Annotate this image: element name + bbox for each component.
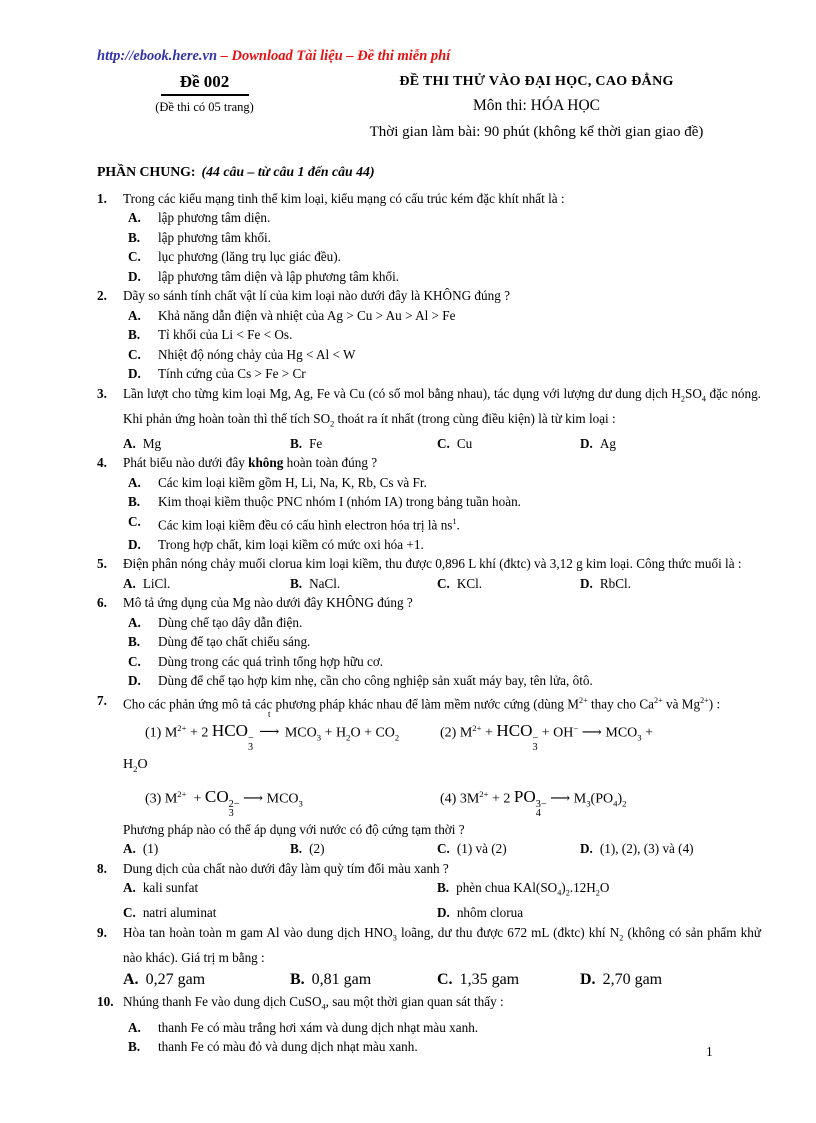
option-item xyxy=(290,574,437,594)
option-text: Tỉ khối của Li < Fe < Os. xyxy=(158,327,293,342)
option-text: Khả năng dẫn điện và nhiệt của Ag > Cu > Au > Al > Fe xyxy=(158,307,456,323)
option-item xyxy=(123,364,761,384)
section-label: PHẦN CHUNG: xyxy=(97,164,196,179)
option-text: lập phương tâm diện. xyxy=(158,210,271,225)
option-text: thanh Fe có màu trắng hơi xám và dung dịch nhạt màu xanh. xyxy=(158,1019,479,1035)
option-label: A. xyxy=(128,1019,141,1035)
equation-row xyxy=(123,781,761,819)
option-item xyxy=(123,535,761,555)
question-text: Lần lượt cho từng kim loại Mg, Ag, Fe và Cu (có số mol bằng nhau), tác dụng với lượng dư dung dịch $H_2SO_4$ đặc nóng. Khi phản ứng hoàn toàn thì thể tích $SO_2$ thoát ra ít nhất (trong cùng điều kiện) là từ kim loại : xyxy=(123,385,761,429)
option-item xyxy=(123,671,761,691)
option-label: C. xyxy=(128,346,141,362)
question-body xyxy=(123,453,761,554)
ebook-url-link[interactable]: http://ebook.here.vn xyxy=(97,48,218,64)
option-label: B. xyxy=(290,971,305,989)
question-body xyxy=(123,189,761,287)
option-label: A. xyxy=(128,474,141,490)
option-text: nhôm clorua xyxy=(456,905,524,921)
option-item xyxy=(123,345,761,365)
exam-title: ĐỀ THI THỬ VÀO ĐẠI HỌC, CAO ĐẲNG xyxy=(399,74,674,89)
option-label: C. xyxy=(437,435,450,451)
option-item xyxy=(123,878,437,903)
question-body xyxy=(123,923,761,993)
equation: (3) $M^{2+}$ + CO 2− 3 ⟶ $MCO_3$ xyxy=(145,787,303,819)
header-link-suffix: – Download Tài liệu – Đề thi miễn phí xyxy=(217,48,451,64)
option-item xyxy=(123,492,761,512)
exam-note: (Đề thi có 05 trang) xyxy=(155,100,254,114)
option-label: C. xyxy=(437,841,450,857)
option-text: (2) xyxy=(309,841,325,857)
question-body xyxy=(123,384,761,454)
equation-row xyxy=(123,709,761,754)
option-label: B. xyxy=(290,841,303,857)
exam-header xyxy=(97,71,761,145)
option-text: Trong hợp chất, kim loại kiềm có mức oxi hóa +1. xyxy=(158,536,424,552)
option-label: A. xyxy=(123,435,136,451)
option-label: D. xyxy=(580,971,596,989)
option-label: C. xyxy=(123,905,136,921)
question-list xyxy=(97,189,761,1057)
question-body xyxy=(123,859,761,923)
option-text: thanh Fe có màu đỏ và dung dịch nhạt màu xanh. xyxy=(158,1039,418,1055)
header-link-line xyxy=(97,46,761,66)
option-item xyxy=(290,434,437,454)
option-item xyxy=(123,574,290,594)
question-body xyxy=(123,286,761,384)
option-label: A. xyxy=(123,575,136,591)
question-number: 8. xyxy=(97,860,107,876)
option-item xyxy=(580,434,761,454)
option-text: lập phương tâm diện và lập phương tâm khối. xyxy=(158,268,400,284)
question-text: Phương pháp nào có thể áp dụng với nước có độ cứng tạm thời ? xyxy=(123,821,465,837)
option-text: Các kim loại kiềm gồm H, Li, Na, K, Rb, Cs và Fr. xyxy=(158,474,427,490)
question-body xyxy=(123,992,761,1056)
option-text: (1) xyxy=(142,841,159,857)
option-text: LiCl. xyxy=(142,575,171,591)
question-text: Điện phân nóng chảy muối clorua kim loại kiềm, thu được 0,896 L khí (đktc) và 3,12 g kim loại. Công thức muối là : xyxy=(123,556,742,572)
option-label: A. xyxy=(123,971,139,989)
question-item xyxy=(97,384,761,454)
option-label: B. xyxy=(290,435,303,451)
question-item xyxy=(97,189,761,287)
page-number: 1 xyxy=(706,1044,713,1059)
option-label: D. xyxy=(128,268,141,284)
option-item xyxy=(437,903,761,923)
option-item xyxy=(123,967,290,992)
option-item xyxy=(123,434,290,454)
option-label: B. xyxy=(128,1039,141,1055)
option-label: B. xyxy=(128,229,141,245)
option-label: D. xyxy=(580,841,593,857)
option-text: Cu xyxy=(456,435,473,451)
option-item xyxy=(123,267,761,287)
option-label: A. xyxy=(128,307,141,323)
option-label: C. xyxy=(128,653,141,669)
question-item xyxy=(97,992,761,1056)
option-label: D. xyxy=(128,673,141,689)
question-number: 9. xyxy=(97,924,107,940)
question-number: 7. xyxy=(97,692,107,708)
option-item xyxy=(437,967,580,992)
option-item xyxy=(123,652,761,672)
option-label: D. xyxy=(437,905,450,921)
option-text: Tính cứng của Cs > Fe > Cr xyxy=(158,366,306,381)
option-item xyxy=(123,228,761,248)
question-text: Nhúng thanh Fe vào dung dịch CuSO$_4$, sau một thời gian quan sát thấy : xyxy=(123,994,504,1013)
option-item xyxy=(437,434,580,454)
option-text: Nhiệt độ nóng chảy của Hg < Al < W xyxy=(158,346,356,362)
option-text: RbCl. xyxy=(599,575,631,591)
option-item xyxy=(123,1018,761,1038)
option-item xyxy=(580,839,761,859)
option-row xyxy=(123,574,761,594)
option-item xyxy=(580,574,761,594)
question-text: Hòa tan hoàn toàn m gam Al vào dung dịch $HNO_3$ loãng, dư thu được 672 mL (đktc) khí $N_2$ (không có sản phẩm khử nào khác). Giá trị m bằng : xyxy=(123,924,761,965)
question-number: 5. xyxy=(97,556,107,572)
option-label: C. xyxy=(437,575,450,591)
option-label: A. xyxy=(128,614,141,630)
option-label: A. xyxy=(123,841,136,857)
option-item xyxy=(123,903,437,923)
option-text: 0,81 gam xyxy=(311,971,372,989)
equation: (4) $3M^{2+} + 2$ PO 3− 4 ⟶ $M_3(PO_4)_2$ xyxy=(440,787,627,819)
option-label: B. xyxy=(290,575,303,591)
option-row xyxy=(123,967,761,992)
option-label: A. xyxy=(128,210,141,225)
option-label: C. xyxy=(128,513,141,529)
option-item xyxy=(123,512,761,535)
option-item xyxy=(437,839,580,859)
section-range: (44 câu – từ câu 1 đến câu 44) xyxy=(201,164,375,179)
option-text: Dùng để chế tạo hợp kim nhẹ, cần cho công nghiệp sản xuất máy bay, tên lửa, ôtô. xyxy=(158,673,593,689)
question-item xyxy=(97,691,761,859)
option-row xyxy=(123,878,761,923)
exam-code-underline xyxy=(161,94,249,96)
page-content xyxy=(97,46,761,1057)
question-text: Dung dịch của chất nào dưới đây làm quỳ tím đổi màu xanh ? xyxy=(123,860,449,876)
question-number: 4. xyxy=(97,455,107,471)
question-body xyxy=(123,554,761,593)
option-item xyxy=(580,967,761,992)
option-item xyxy=(123,325,761,345)
option-label: D. xyxy=(128,366,141,381)
exam-subject: Môn thi: HÓA HỌC xyxy=(472,97,601,114)
equation-row xyxy=(123,754,761,780)
question-item xyxy=(97,923,761,993)
exam-duration: Thời gian làm bài: 90 phút (không kể thời gian giao đề) xyxy=(369,124,704,140)
option-item xyxy=(123,208,761,228)
option-item xyxy=(290,839,437,859)
exam-code-block xyxy=(97,71,312,145)
option-text: NaCl. xyxy=(309,575,341,591)
option-item xyxy=(123,306,761,326)
option-item xyxy=(290,967,437,992)
option-text: lục phương (lăng trụ lục giác đều). xyxy=(158,249,341,264)
equation: (2) $M^{2+}$ + HCO − 3 + OH− ⟶ $MCO_3$ + xyxy=(440,721,654,754)
question-number: 3. xyxy=(97,385,107,401)
option-item xyxy=(437,878,761,903)
option-text: phèn chua $KAl(SO_4)_2.12H_2O$ xyxy=(456,880,610,898)
option-item xyxy=(437,574,580,594)
option-text: Fe xyxy=(309,435,323,451)
option-text: 0,27 gam xyxy=(145,971,206,989)
option-label: D. xyxy=(580,435,593,451)
option-text: KCl. xyxy=(456,575,483,591)
option-text: (1), (2), (3) và (4) xyxy=(599,841,694,857)
option-label: B. xyxy=(128,494,141,510)
option-row xyxy=(123,434,761,454)
question-text: Phát biểu nào dưới đây không hoàn toàn đúng ? xyxy=(123,455,378,471)
option-label: B. xyxy=(128,634,141,650)
exam-code: Đề 002 xyxy=(179,72,230,91)
question-text: Cho các phản ứng mô tả các phương pháp khác nhau để làm mềm nước cứng (dùng $M^{2+}$ thay cho $Ca^{2+}$ và $Mg^{2+}$) : xyxy=(123,695,721,712)
option-text: Ag xyxy=(599,435,616,451)
option-label: D. xyxy=(128,536,141,552)
question-text: Trong các kiểu mạng tinh thể kim loại, kiểu mạng có cấu trúc kém đặc khít nhất là : xyxy=(123,190,565,206)
equation: $H_2O$ xyxy=(123,756,148,774)
option-text: lập phương tâm khối. xyxy=(158,229,272,245)
option-label: C. xyxy=(128,249,141,264)
option-item xyxy=(123,473,761,493)
question-item xyxy=(97,554,761,593)
option-item xyxy=(123,613,761,633)
equation: (1) $M^{2+} + 2$ HCO − 3 t ⟶ $MCO_3 + H_2O + CO_2$ xyxy=(145,709,400,754)
option-label: A. xyxy=(123,880,136,896)
question-body xyxy=(123,593,761,691)
question-text: Dãy so sánh tính chất vật lí của kim loại nào dưới đây là KHÔNG đúng ? xyxy=(123,288,510,303)
option-text: Mg xyxy=(142,435,162,451)
option-text: Dùng trong các quá trình tổng hợp hữu cơ. xyxy=(158,653,384,669)
option-text: kali sunfat xyxy=(142,880,199,896)
option-text: 1,35 gam xyxy=(459,971,520,989)
option-text: Dùng để tạo chất chiếu sáng. xyxy=(158,634,311,650)
question-number: 6. xyxy=(97,595,107,611)
question-number: 1. xyxy=(97,190,107,206)
option-item xyxy=(123,839,290,859)
option-text: natri aluminat xyxy=(142,905,217,921)
option-item xyxy=(123,247,761,267)
question-item xyxy=(97,859,761,923)
question-body xyxy=(123,691,761,859)
question-item xyxy=(97,453,761,554)
exam-title-block xyxy=(312,71,761,145)
option-text: Kim thoại kiềm thuộc PNC nhóm I (nhóm IA) trong bảng tuần hoàn. xyxy=(158,494,521,510)
question-item xyxy=(97,286,761,384)
option-label: D. xyxy=(580,575,593,591)
question-number: 2. xyxy=(97,288,107,303)
option-text: 2,70 gam xyxy=(602,971,663,989)
option-text: Dùng chế tạo dây dẫn điện. xyxy=(158,614,303,630)
section-heading xyxy=(97,162,761,182)
option-row xyxy=(123,839,761,859)
option-label: B. xyxy=(128,327,141,342)
option-label: B. xyxy=(437,880,450,896)
option-text: Các kim loại kiềm đều có cấu hình electron hóa trị là $ns^1$. xyxy=(158,516,460,533)
option-item xyxy=(123,1037,761,1057)
question-number: 10. xyxy=(97,994,114,1010)
option-label: C. xyxy=(437,971,453,989)
option-text: (1) và (2) xyxy=(456,841,507,857)
option-item xyxy=(123,632,761,652)
question-item xyxy=(97,593,761,691)
question-text: Mô tả ứng dụng của Mg nào dưới đây KHÔNG đúng ? xyxy=(123,595,413,611)
